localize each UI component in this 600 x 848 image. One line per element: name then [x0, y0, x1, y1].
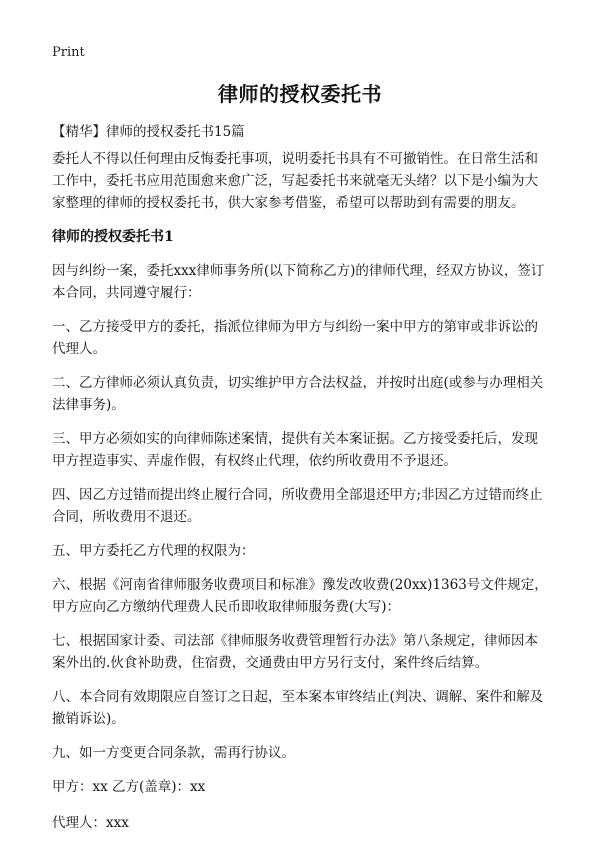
body-paragraph: 八、本合同有效期限应自签订之日起，至本案本审终结止(判决、调解、案件和解及撤销诉讼)。: [52, 689, 544, 727]
body-paragraph: 三、甲方必须如实的向律师陈述案情，提供有关本案证据。乙方接受委托后，发现甲方捏造事实、弄虚作假，有权终止代理，依约所收费用不予退还。: [52, 431, 538, 469]
document-subtitle: 【精华】律师的授权委托书15篇: [52, 124, 245, 140]
agent-line: 代理人：xxx: [52, 815, 129, 831]
section-heading: 律师的授权委托书1: [52, 229, 174, 245]
document-title: 律师的授权委托书: [218, 82, 382, 106]
body-paragraph: 九、如一方变更合同条款，需再行协议。: [52, 745, 295, 761]
intro-paragraph: 委托人不得以任何理由反悔委托事项，说明委托书具有不可撤销性。在日常生活和工作中，委托书应用范围愈来愈广泛，写起委托书来就毫无头绪？以下是小编为大家整理的律师的授权委托书，供大家参考借鉴，希望可以帮助到有需要的朋友。: [52, 151, 538, 211]
body-paragraph: 因与纠纷一案，委托xxx律师事务所(以下简称乙方)的律师代理，经双方协议，签订本合同，共同遵守履行：: [52, 263, 545, 301]
print-link[interactable]: Print: [52, 45, 85, 60]
body-paragraph: 四、因乙方过错而提出终止履行合同，所收费用全部退还甲方;非因乙方过错而终止合同，所收费用不退还。: [52, 487, 543, 525]
document-body: [52, 148, 550, 848]
body-paragraph: 二、乙方律师必须认真负责，切实维护甲方合法权益，并按时出庭(或参与办理相关法律事务)。: [52, 375, 544, 413]
body-paragraph: 七、根据国家计委、司法部《律师服务收费管理暂行办法》第八条规定，律师因本案外出的.伙食补助费，住宿费，交通费由甲方另行支付，案件终后结算。: [52, 633, 538, 671]
body-paragraph: 五、甲方委托乙方代理的权限为：: [52, 543, 255, 559]
signature-line: 甲方：xx 乙方(盖章)：xx: [52, 779, 206, 795]
body-paragraph: 一、乙方接受甲方的委托，指派位律师为甲方与纠纷一案中甲方的第审或非诉讼的代理人。: [52, 319, 538, 357]
body-paragraph: 六、根据《河南省律师服务收费项目和标准》豫发改收费(20xx)1363号文件规定，甲方应向乙方缴纳代理费人民币即收取律师服务费(大写)：: [52, 577, 548, 615]
